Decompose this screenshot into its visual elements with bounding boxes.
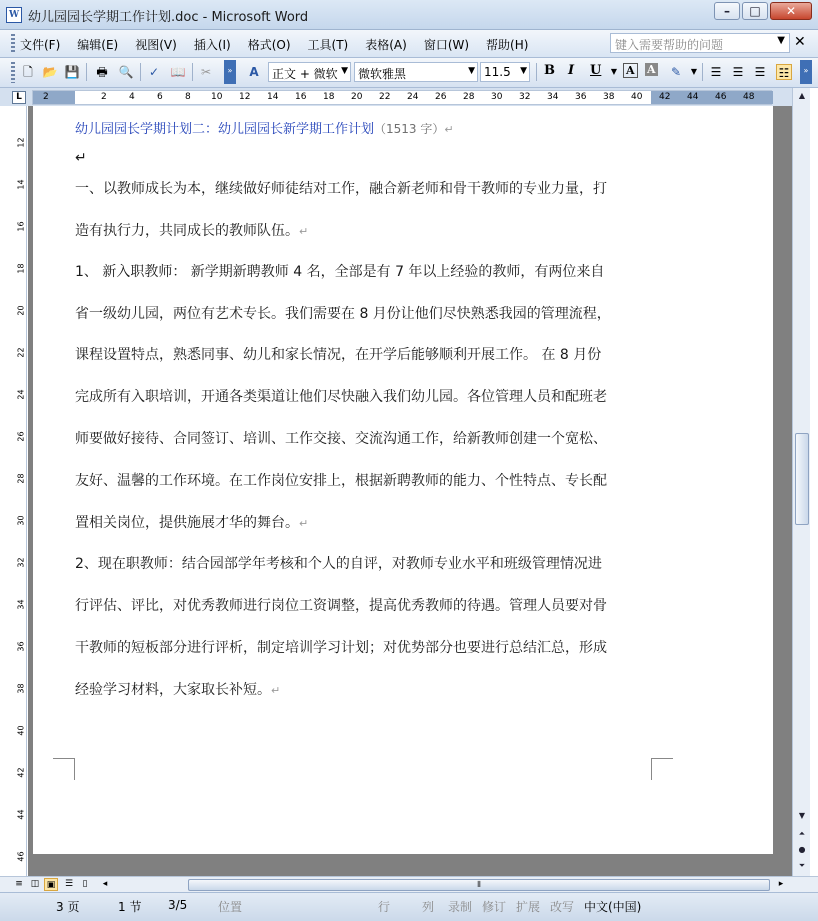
scroll-right-icon[interactable]: ▸ [778, 879, 784, 889]
status-extend[interactable]: 扩展 [516, 900, 541, 914]
ruler-number: 48 [743, 92, 755, 102]
ruler-number: 14 [267, 92, 279, 102]
normal-view-icon[interactable]: ≡ [15, 879, 23, 889]
toolbar [0, 58, 818, 88]
spellcheck-icon[interactable]: ✓ [148, 65, 160, 79]
ruler-number: 32 [16, 557, 26, 568]
main-menu [20, 36, 545, 53]
text-line-content: 置相关岗位，提供施展才华的舞台。 [75, 515, 299, 531]
ruler-number: 40 [631, 92, 643, 102]
ruler-number: 34 [547, 92, 559, 102]
word-count: （1513 字） [374, 122, 445, 136]
menu-help[interactable]: 帮助(H) [486, 38, 529, 52]
horizontal-scroll-thumb[interactable]: ⦀ [188, 879, 770, 891]
ruler-number: 12 [16, 137, 26, 148]
text-line: 完成所有入职培训，开通各类渠道让他们尽快融入我们幼儿园。各位管理人员和配班老 [75, 389, 607, 405]
text-line: 友好、温馨的工作环境。在工作岗位安排上，根据新聘教师的能力、个性特点、专长配 [75, 473, 607, 489]
outline-view-icon[interactable]: ☰ [64, 879, 74, 889]
ruler-number: 14 [16, 179, 26, 190]
menu-format[interactable]: 格式(O) [247, 38, 291, 52]
align-center-icon[interactable]: ☰ [732, 65, 744, 79]
vertical-scrollbar[interactable] [792, 88, 810, 876]
toolbar-options-chevron-icon[interactable]: » [800, 60, 812, 84]
next-page-icon[interactable]: ⏷ [798, 861, 806, 870]
underline-button[interactable]: U [590, 63, 602, 78]
horizontal-scrollbar[interactable] [0, 876, 818, 892]
paragraph-mark: ↵ [75, 150, 87, 166]
ruler-number: 2 [43, 92, 49, 102]
toolbar-grip-handle[interactable] [11, 62, 15, 83]
close-document-icon[interactable]: ✕ [794, 34, 806, 50]
maximize-icon: □ [749, 4, 761, 18]
status-position: 位置 [218, 900, 243, 914]
bold-button[interactable]: B [544, 63, 555, 78]
status-bar [0, 892, 818, 921]
word-app-icon[interactable]: W [6, 7, 22, 23]
styles-pane-icon[interactable]: A [249, 65, 259, 79]
paragraph-mark: ↵ [299, 517, 309, 530]
status-page-of: 3/5 [168, 898, 188, 912]
scroll-down-icon[interactable]: ▼ [798, 811, 806, 820]
window-title: 幼儿园园长学期工作计划.doc - Microsoft Word [28, 10, 309, 25]
text-line [75, 512, 308, 532]
ruler-number: 26 [435, 92, 447, 102]
chevron-down-icon[interactable]: ▼ [777, 35, 785, 46]
ruler-number: 16 [16, 221, 26, 232]
heading-text: 幼儿园园长学期计划二：幼儿园园长新学期工作计划 [75, 122, 375, 137]
ruler-number: 38 [603, 92, 615, 102]
distributed-align-icon[interactable]: ☷ [776, 64, 792, 80]
help-search-placeholder: 键入需要帮助的问题 [615, 38, 724, 52]
minimize-button[interactable] [714, 2, 740, 20]
vertical-scroll-thumb[interactable] [795, 433, 809, 525]
status-line: 行 [378, 900, 391, 914]
status-section: 1 节 [118, 900, 142, 914]
ruler-number: 20 [351, 92, 363, 102]
ruler-number: 20 [16, 305, 26, 316]
ruler-number: 32 [519, 92, 531, 102]
web-view-icon[interactable]: ◫ [30, 879, 40, 889]
ruler-number: 18 [323, 92, 335, 102]
menu-edit[interactable]: 编辑(E) [77, 38, 119, 52]
reading-view-icon[interactable]: ▯ [82, 879, 88, 889]
print-layout-icon[interactable]: ▣ [44, 878, 58, 891]
document-heading [75, 118, 454, 137]
italic-button[interactable]: I [568, 63, 575, 78]
ruler-number: 30 [491, 92, 503, 102]
style-value: 正文 + 微软 [272, 67, 338, 81]
document-area[interactable] [28, 106, 792, 876]
scroll-left-icon[interactable]: ◂ [102, 879, 108, 889]
text-line [75, 220, 308, 240]
ruler-number: 18 [16, 263, 26, 274]
research-icon[interactable]: 📖 [170, 65, 186, 79]
ruler-number: 22 [16, 347, 26, 358]
text-effects-icon[interactable]: ✎ [670, 65, 682, 79]
crop-mark [651, 758, 673, 780]
font-size-value: 11.5 [484, 65, 511, 79]
font-value: 微软雅黑 [358, 67, 407, 81]
chevron-down-icon[interactable]: ▼ [610, 67, 618, 76]
maximize-button[interactable] [742, 2, 768, 20]
chevron-down-icon: ▼ [341, 66, 348, 76]
ruler-number: 24 [407, 92, 419, 102]
ruler-number: 42 [16, 767, 26, 778]
ruler-number: 8 [185, 92, 191, 102]
ruler-number: 12 [239, 92, 251, 102]
ruler-number: 24 [16, 389, 26, 400]
char-shading-button[interactable]: A [647, 63, 656, 76]
ruler-number: 30 [16, 515, 26, 526]
ruler-left-margin [33, 91, 75, 104]
text-line [75, 679, 280, 699]
ruler-number: 16 [295, 92, 307, 102]
horizontal-ruler[interactable] [32, 90, 772, 105]
ruler-number: 4 [129, 92, 135, 102]
status-language[interactable]: 中文(中国) [584, 900, 642, 914]
tab-selector-button[interactable]: L [12, 91, 26, 104]
ruler-number: 40 [16, 725, 26, 736]
font-border-button[interactable]: A [623, 63, 638, 78]
minimize-icon: – [724, 4, 730, 18]
text-line: 1、 新入职教师： 新学期新聘教师 4 名，全部是有 7 年以上经验的教师，有两位来自 [75, 264, 605, 280]
previous-page-icon[interactable]: ⏶ [798, 829, 806, 838]
paragraph-mark: ↵ [444, 123, 454, 136]
document-page[interactable] [33, 106, 773, 854]
print-icon[interactable]: 🖶 [96, 65, 108, 79]
cut-icon[interactable]: ✂ [200, 65, 212, 79]
ruler-number: 36 [16, 641, 26, 652]
menu-insert[interactable]: 插入(I) [193, 38, 231, 52]
crop-mark [53, 758, 75, 780]
ruler-number: 42 [659, 92, 671, 102]
menu-tools[interactable]: 工具(T) [307, 38, 349, 52]
ruler-number: 28 [16, 473, 26, 484]
text-line: 省一级幼儿园，两位有艺术专长。我们需要在 8 月份让他们尽快熟悉我园的管理流程， [75, 306, 611, 322]
help-search-input[interactable] [610, 33, 790, 53]
close-icon: ✕ [785, 4, 797, 18]
ruler-number: 6 [157, 92, 163, 102]
ruler-number: 28 [463, 92, 475, 102]
ruler-number: 44 [16, 809, 26, 820]
menu-view[interactable]: 视图(V) [135, 38, 177, 52]
text-line: 干教师的短板部分进行评析，制定培训学习计划；对优势部分也要进行总结汇总，形成 [75, 640, 607, 656]
text-line: 2、现在职教师：结合园部学年考核和个人的自评，对教师专业水平和班级管理情况进 [75, 556, 602, 572]
style-dropdown[interactable] [268, 62, 351, 82]
ruler-number: 44 [687, 92, 699, 102]
chevron-down-icon: ▼ [468, 66, 475, 76]
print-preview-icon[interactable]: 🔍 [118, 65, 134, 79]
align-right-icon[interactable]: ☰ [754, 65, 766, 79]
status-column: 列 [422, 900, 435, 914]
status-track-changes[interactable]: 修订 [482, 900, 507, 914]
text-line-content: 经验学习材料，大家取长补短。 [75, 682, 271, 698]
open-icon[interactable]: 📂 [42, 65, 58, 79]
ruler-number: 2 [101, 92, 107, 102]
text-line: 师要做好接待、合同签订、培训、工作交接、交流沟通工作，给新教师创建一个宽松、 [75, 431, 607, 447]
font-dropdown[interactable] [354, 62, 478, 82]
chevron-down-icon[interactable]: ▼ [690, 67, 698, 76]
vertical-ruler[interactable] [13, 106, 27, 876]
text-line: 行评估、评比，对优秀教师进行岗位工资调整，提高优秀教师的待遇。管理人员要对骨 [75, 598, 607, 614]
new-doc-icon[interactable]: 🗋 [23, 65, 33, 79]
ruler-number: 36 [575, 92, 587, 102]
save-icon[interactable]: 💾 [64, 65, 80, 79]
ruler-number: 46 [715, 92, 727, 102]
scroll-up-icon[interactable]: ▲ [798, 91, 806, 100]
browse-object-icon[interactable]: ● [798, 845, 806, 854]
menu-window[interactable]: 窗口(W) [423, 38, 470, 52]
status-overtype[interactable]: 改写 [550, 900, 575, 914]
align-justify-icon[interactable]: ☰ [710, 65, 722, 79]
paragraph-mark: ↵ [271, 684, 281, 697]
ruler-number: 46 [16, 851, 26, 862]
text-line: 一、以教师成长为本，继续做好师徒结对工作，融合新老师和骨干教师的专业力量，打 [75, 181, 607, 197]
text-line: 课程设置特点，熟悉同事、幼儿和家长情况，在开学后能够顺利开展工作。 在 8 月份 [75, 347, 602, 363]
title-bar [0, 0, 818, 30]
chevron-down-icon: ▼ [520, 66, 527, 76]
ruler-number: 26 [16, 431, 26, 442]
menu-file[interactable]: 文件(F) [20, 38, 61, 52]
close-button[interactable] [770, 2, 812, 20]
ruler-number: 10 [211, 92, 223, 102]
menu-grip-handle[interactable] [11, 34, 15, 53]
ruler-number: 22 [379, 92, 391, 102]
status-page: 3 页 [56, 900, 80, 914]
paragraph-mark: ↵ [299, 225, 309, 238]
font-size-dropdown[interactable] [480, 62, 530, 82]
ruler-number: 34 [16, 599, 26, 610]
status-record-macro[interactable]: 录制 [448, 900, 473, 914]
toolbar-options-chevron-icon[interactable]: » [224, 60, 236, 84]
text-line-content: 造有执行力，共同成长的教师队伍。 [75, 223, 299, 239]
ruler-number: 38 [16, 683, 26, 694]
menu-table[interactable]: 表格(A) [365, 38, 407, 52]
